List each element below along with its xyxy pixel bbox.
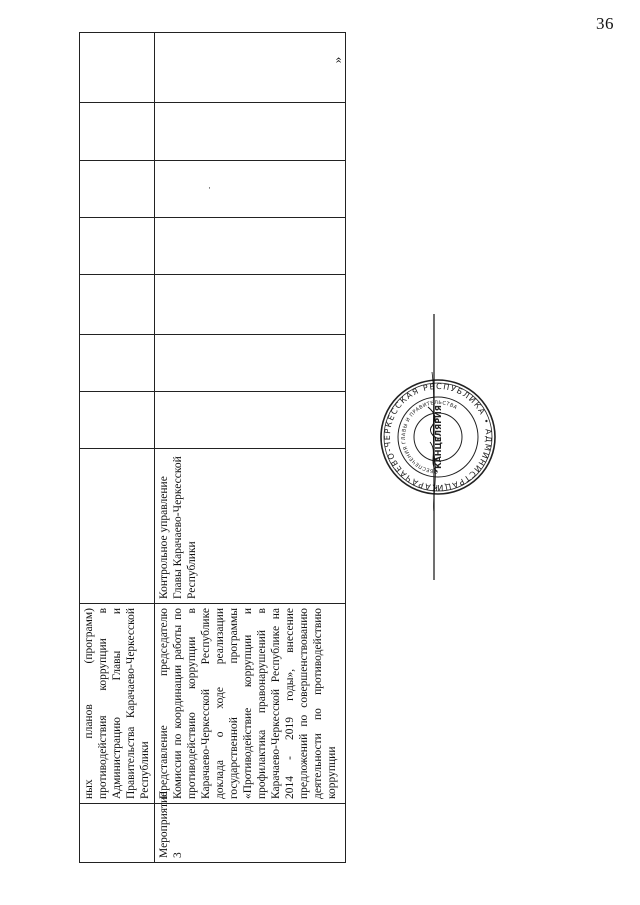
table-cell xyxy=(80,335,155,392)
document-table-rotated xyxy=(79,33,346,863)
svg-text:КАНЦЕЛЯРИЯ: КАНЦЕЛЯРИЯ xyxy=(434,405,443,469)
table-cell xyxy=(80,449,155,604)
table-cell xyxy=(155,335,346,392)
svg-text:КАРАЧАЕВО-ЧЕРКЕССКАЯ РЕСПУБЛИК: КАРАЧАЕВО-ЧЕРКЕССКАЯ РЕСПУБЛИКА • АДМИНИСТРАЦИ xyxy=(382,381,494,493)
svg-text:ОБЕСПЕЧЕНИЯ ГЛАВЫ И ПРАВИТЕЛЬС: ОБЕСПЕЧЕНИЯ ГЛАВЫ И ПРАВИТЕЛЬСТВА xyxy=(400,399,459,475)
table-cell xyxy=(155,392,346,449)
table-cell xyxy=(80,275,155,335)
table-cell xyxy=(80,33,155,103)
table-cell: Контрольное управление Главы Карачаево-Черкесской Республики xyxy=(155,449,346,604)
stray-mark: · xyxy=(208,183,211,193)
table-cell xyxy=(80,804,155,863)
table-cell xyxy=(155,275,346,335)
table-cell xyxy=(155,33,346,103)
table-cell xyxy=(80,392,155,449)
closing-quote: » xyxy=(329,56,345,64)
table-cell xyxy=(155,103,346,161)
table-cell: ных планов (программ) противодействия коррупции в Администрацию Главы и Правительства Карачаево-Черкесской Республики xyxy=(80,604,155,804)
signature-icon xyxy=(422,312,452,582)
table-cell xyxy=(80,218,155,275)
table-cell xyxy=(80,103,155,161)
table-cell xyxy=(155,218,346,275)
page-number: 36 xyxy=(596,14,614,33)
table-cell xyxy=(155,161,346,218)
table-cell: Представление председателю Комиссии по координации работы по противодействию коррупции в Карачаево-Черкесской Республике доклада о ходе реализации государственной программы «Противодействие коррупции и профилактика правонарушений в Карачаево-Черкесской Республике на 2014 - 2019 годы», внесение предложений по совершенствованию деятельности по противодействию коррупции xyxy=(155,604,346,804)
table-cell: Мероприятие 3 xyxy=(155,804,346,863)
table-row xyxy=(155,33,346,863)
document-table xyxy=(79,32,346,863)
signature xyxy=(422,312,452,582)
table-cell xyxy=(80,161,155,218)
table-row xyxy=(80,33,155,863)
